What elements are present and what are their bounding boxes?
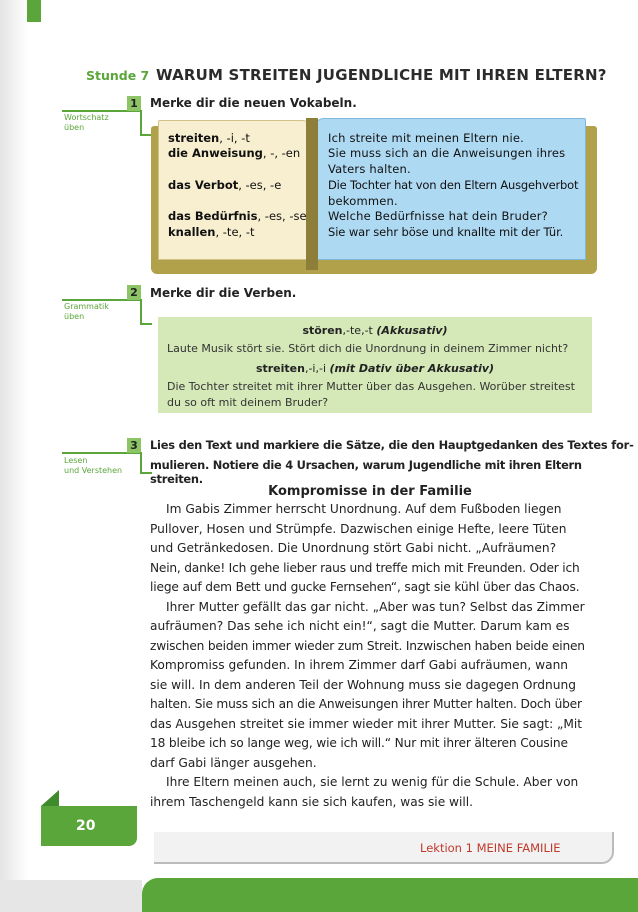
vocab-item: die Anweisung, -, -en xyxy=(168,146,301,160)
book-spine xyxy=(306,118,318,270)
bottom-grey-band xyxy=(0,880,142,912)
story-line: darf Gabi länger ausgehen. xyxy=(150,755,317,770)
section-3-task-line: Lies den Text und markiere die Sätze, die den Hauptgedanken des Textes for- xyxy=(150,438,634,452)
story-line: sie will. In dem anderen Teil der Wohnung muss sie dagegen Ordnung xyxy=(150,677,576,692)
example-sentence: Welche Bedürfnisse hat dein Bruder? xyxy=(328,209,548,223)
verb-2-example: du so oft mit deinem Bruder? xyxy=(167,396,329,409)
vocab-item: streiten, -i, -t xyxy=(168,131,250,145)
verb-1-heading: stören,-te,-t (Akkusativ) xyxy=(302,324,448,337)
section-2-task: Merke dir die Verben. xyxy=(150,286,297,300)
example-sentence: Sie muss sich an die Anweisungen ihres xyxy=(328,146,566,160)
story-line: liege auf dem Bett und gucke Fernsehen“, sagt sie kühl über das Chaos. xyxy=(150,580,580,594)
story-line: das Ausgehen streitet sie immer wieder mit ihrer Mutter. Sie sagt: „Mit xyxy=(150,716,583,731)
story-line: Pullover, Hosen und Strümpfe. Dazwischen einige Hefte, leere Tüten xyxy=(150,521,567,536)
example-sentence: Ich streite mit meinen Eltern nie. xyxy=(328,131,525,145)
story-line: ihrem Taschengeld kann sie sich kaufen, was sie will. xyxy=(150,794,474,809)
story-line: halten. Sie muss sich an die Anweisungen ihrer Mutter halten. Doch über xyxy=(150,697,582,711)
lesson-hour-label: Stunde 7 xyxy=(86,68,150,83)
vocab-item: das Verbot, -es, -e xyxy=(168,178,282,192)
section-1-number: 1 xyxy=(127,96,141,111)
page-number: 20 xyxy=(76,818,96,834)
section-2-number: 2 xyxy=(127,285,141,300)
story-line: Ihre Eltern meinen auch, sie lernt zu wenig für die Schule. Aber von xyxy=(166,775,579,789)
verb-2-heading: streiten,-i,-i (mit Dativ über Akkusativ) xyxy=(255,362,495,375)
story-line: Ihrer Mutter gefällt das gar nicht. „Aber was tun? Selbst das Zimmer xyxy=(166,599,585,614)
section-2-label: Grammatik üben xyxy=(64,302,109,321)
page-edge-shadow xyxy=(0,0,28,912)
vocab-item: das Bedürfnis, -es, -se xyxy=(168,209,307,223)
story-line: zwischen beiden immer wieder zum Streit. Inzwischen haben beide einen xyxy=(150,638,585,653)
story-line: Im Gabis Zimmer herrscht Unordnung. Auf dem Fußboden liegen xyxy=(166,502,562,516)
example-sentence: Sie war sehr böse und knallte mit der Tür. xyxy=(328,225,564,239)
story-line: Nein, danke! Ich gehe lieber raus und treffe mich mit Freunden. Oder ich xyxy=(150,560,580,575)
story-line: und Getränkedosen. Die Unordnung stört Gabi nicht. „Aufräumen? xyxy=(150,541,557,555)
verb-2-example: Die Tochter streitet mit ihrer Mutter über das Ausgehen. Worüber streitest xyxy=(167,380,575,393)
example-sentence: Die Tochter hat von den Eltern Ausgehverbot xyxy=(328,178,579,192)
example-sentence: Vaters halten. xyxy=(328,162,411,176)
bottom-green-band xyxy=(142,878,638,912)
section-1-task: Merke dir die neuen Vokabeln. xyxy=(150,96,357,110)
section-3-number: 3 xyxy=(127,438,141,453)
section-3-label: Lesen und Verstehen xyxy=(64,456,123,475)
page-title: WARUM STREITEN JUGENDLICHE MIT IHREN ELTERN? xyxy=(156,66,607,84)
story-line: 18 bleibe ich so lange weg, wie ich will.“ Nur mit ihrer älteren Cousine xyxy=(150,736,568,750)
story-line: Kompromiss gefunden. In ihrem Zimmer darf Gabi aufräumen, wann xyxy=(150,658,569,672)
section-3-task-line: mulieren. Notiere die 4 Ursachen, warum Jugendliche mit ihren Eltern streiten. xyxy=(150,458,582,486)
section-2-bracket xyxy=(140,299,152,325)
story-text xyxy=(150,500,592,812)
vocab-item: knallen, -te, -t xyxy=(168,225,255,239)
section-1-label: Wortschatz üben xyxy=(64,113,109,132)
story-line: aufräumen? Das sehe ich nicht ein!“, sagt die Mutter. Darum kam es xyxy=(150,619,570,633)
page-corner-fold xyxy=(41,790,59,806)
top-green-tab xyxy=(27,0,41,22)
footer-lesson-label: Lektion 1 MEINE FAMILIE xyxy=(420,841,561,855)
example-sentence: bekommen. xyxy=(328,194,398,208)
story-title: Kompromisse in der Familie xyxy=(268,484,472,499)
verb-1-example: Laute Musik stört sie. Stört dich die Unordnung in deinem Zimmer nicht? xyxy=(167,342,569,355)
